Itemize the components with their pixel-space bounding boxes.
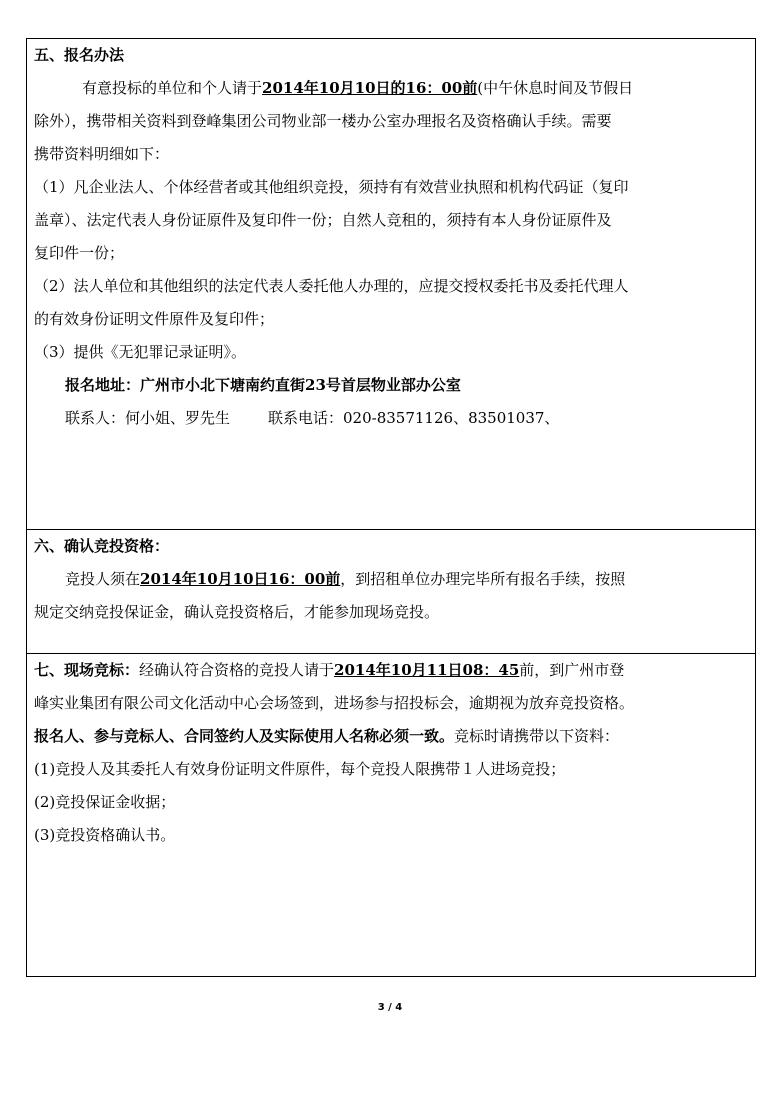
bold-note: 报名人、参与竞标人、合同签约人及实际使用人名称必须一致。	[34, 727, 455, 745]
document-table	[26, 38, 756, 977]
contact-line	[34, 402, 747, 435]
text: 有意投标的单位和个人请于	[82, 79, 263, 97]
section-heading: 六、确认竞投资格：	[34, 537, 170, 555]
text: (中午休息时间及节假日	[477, 79, 634, 97]
page-number: 3 / 4	[377, 1002, 403, 1013]
section-heading: 七、现场竞标：	[34, 661, 140, 679]
list-item: 复印件一份；	[34, 244, 125, 262]
text: 竞投人须在	[65, 570, 141, 588]
list-item: (1)竞投人及其委托人有效身份证明文件原件，每个竞投人限携带１人进场竞投；	[34, 760, 566, 778]
paragraph-line: 携带资料明细如下：	[34, 145, 170, 163]
list-item: （3）提供《无犯罪记录证明》。	[34, 343, 247, 361]
paragraph-line	[34, 72, 747, 105]
contact-person: 联系人：何小姐、罗先生	[65, 409, 231, 427]
section-registration	[27, 39, 756, 530]
text: 经确认符合资格的竞投人请于	[139, 661, 335, 679]
text: 竞标时请携带以下资料：	[454, 727, 620, 745]
text: 前，到广州市登	[519, 661, 625, 679]
section-bidding	[27, 654, 756, 977]
paragraph-line: 规定交纳竞投保证金，确认竞投资格后，才能参加现场竞投。	[34, 603, 440, 621]
list-item: 的有效身份证明文件原件及复印件；	[34, 310, 275, 328]
section-qualification	[27, 530, 756, 654]
text: ，到招租单位办理完毕所有报名手续，按照	[340, 570, 626, 588]
list-item: （2）法人单位和其他组织的法定代表人委托他人办理的，应提交授权委托书及委托代理人	[34, 277, 629, 295]
address-line: 报名地址：广州市小北下塘南约直街23号首层物业部办公室	[65, 376, 461, 394]
paragraph-line	[34, 563, 747, 596]
deadline-date: 2014年10月10日的16：00前	[262, 79, 478, 97]
bidding-date: 2014年10月11日08：45	[334, 661, 520, 679]
paragraph-line	[34, 720, 747, 753]
paragraph-line	[34, 654, 747, 687]
list-item: （1）凡企业法人、个体经营者或其他组织竞投，须持有有效营业执照和机构代码证（复印	[34, 178, 629, 196]
paragraph-line: 峰实业集团有限公司文化活动中心会场签到，进场参与招投标会，逾期视为放弃竞投资格。	[34, 694, 635, 712]
section-heading: 五、报名办法	[34, 46, 125, 64]
contact-phone: 联系电话：020-83571126、83501037、	[268, 409, 560, 427]
deadline-date: 2014年10月10日16：00前	[140, 570, 341, 588]
list-item: 盖章）、法定代表人身份证原件及复印件一份；自然人竞租的，须持有本人身份证原件及	[34, 211, 612, 229]
paragraph-line: 除外），携带相关资料到登峰集团公司物业部一楼办公室办理报名及资格确认手续。需要	[34, 112, 612, 130]
list-item: (3)竞投资格确认书。	[34, 826, 176, 844]
list-item: (2)竞投保证金收据；	[34, 793, 176, 811]
